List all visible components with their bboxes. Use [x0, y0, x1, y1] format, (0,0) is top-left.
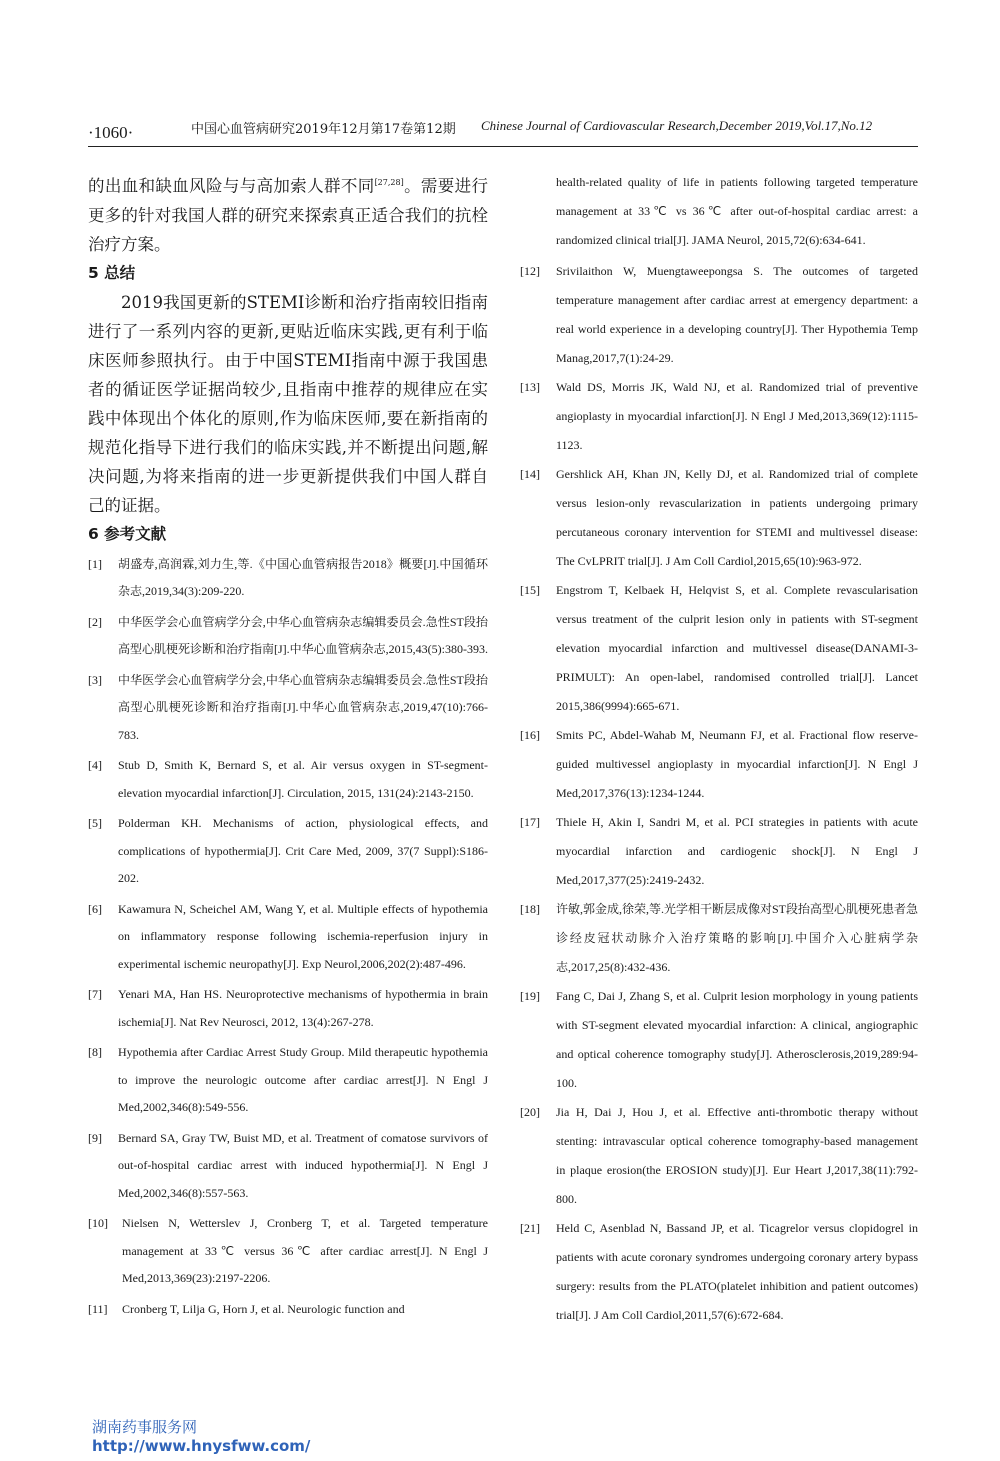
reference-number: [8]: [88, 1045, 102, 1059]
reference-number: [19]: [520, 989, 540, 1003]
reference-item: [520, 1098, 918, 1214]
reference-item: [520, 1214, 918, 1330]
reference-number: [3]: [88, 672, 102, 687]
reference-text: Cronberg T, Lilja G, Horn J, et al. Neurologic function and: [122, 1301, 405, 1316]
reference-item: [520, 460, 918, 576]
reference-item: [88, 752, 488, 807]
watermark-footer: [92, 1418, 310, 1456]
reference-text: Wald DS, Morris JK, Wald NJ, et al. Randomized trial of preventive angioplasty in myocardial infarction[J]. N Engl J Med,2013,369(12):1115-1123.: [556, 380, 918, 452]
reference-text: Bernard SA, Gray TW, Buist MD, et al. Treatment of comatose survivors of out-of-hospital cardiac arrest with induced hypothermia[J]. N Engl J Med,2002,346(8):557-563.: [118, 1130, 488, 1200]
reference-list-right: [520, 257, 918, 1330]
reference-text: 中华医学会心血管病学分会,中华心血管病杂志编辑委员会.急性ST段抬高型心肌梗死诊断和治疗指南[J].中华心血管病杂志,2015,43(5):380-393.: [118, 614, 488, 656]
reference-number: [5]: [88, 816, 102, 830]
reference-text: Srivilaithon W, Muengtaweepongsa S. The outcomes of targeted temperature management after cardiac arrest at emergency department: a real world experience in a developing country[J]. Ther Hypothemia Temp Manag,2017,7(1):24-29.: [556, 264, 918, 365]
reference-number: [1]: [88, 556, 102, 571]
reference-item: [88, 1210, 488, 1293]
reference-text: Jia H, Dai J, Hou J, et al. Effective anti-thrombotic therapy without stenting: intravascular optical coherence tomography-based management in plaque erosion(the EROSION study)[J]. Eur Heart J,2017,38(11):792-800.: [556, 1105, 918, 1206]
citation-superscript: [27,28]: [374, 178, 404, 187]
reference-text: Polderman KH. Mechanisms of action, physiological effects, and complications of hypothermia[J]. Crit Care Med, 2009, 37(7 Suppl):S186-202.: [118, 816, 488, 885]
reference-item: [88, 551, 488, 606]
journal-title-cn: 中国心血管病研究2019年12月第17卷第12期: [191, 122, 456, 137]
reference-item: [520, 808, 918, 895]
journal-title-en: Chinese Journal of Cardiovascular Research,December 2019,Vol.17,No.12: [481, 118, 873, 133]
reference-text: 许敏,郭金成,徐荣,等.光学相干断层成像对ST段抬高型心肌梗死患者急诊经皮冠状动脉介入治疗策略的影响[J].中国介入心脏病学杂志,2017,25(8):432-436.: [556, 902, 919, 974]
reference-number: [10]: [88, 1216, 108, 1230]
reference-text: Engstrom T, Kelbaek H, Helqvist S, et al. Complete revascularisation versus treatment of the culprit lesion only in patients with ST-segment elevation myocardial infarction and multivessel disease(DANAMI-3-PRIMULT): An open-label, randomised controlled trial[J]. Lancet 2015,386(9994):665-671.: [556, 583, 918, 713]
reference-text: Fang C, Dai J, Zhang S, et al. Culprit lesion morphology in young patients with ST-segment elevated myocardial infarction: A clinical, angiographic and optical coherence tomography study[J]. Atherosclerosis,2019,289:94-100.: [556, 989, 918, 1090]
reference-text: Yenari MA, Han HS. Neuroprotective mechanisms of hypothermia in brain ischemia[J]. Nat Rev Neurosci, 2012, 13(4):267-278.: [118, 987, 488, 1029]
reference-number: [11]: [88, 1301, 108, 1316]
reference-item: [520, 257, 918, 373]
reference-text: 胡盛寿,高润霖,刘力生,等.《中国心血管病报告2018》概要[J].中国循环杂志,2019,34(3):209-220.: [118, 556, 488, 598]
reference-number: [9]: [88, 1130, 102, 1145]
reference-number: [12]: [520, 264, 540, 278]
footer-site-name: 湖南药事服务网: [92, 1418, 198, 1436]
reference-item: [88, 1125, 488, 1208]
reference-text: Thiele H, Akin I, Sandri M, et al. PCI strategies in patients with acute myocardial infarction and cardiogenic shock[J]. N Engl J Med,2017,377(25):2419-2432.: [556, 815, 918, 887]
reference-text: Stub D, Smith K, Bernard S, et al. Air versus oxygen in ST-segment-elevation myocardial infarction[J]. Circulation, 2015, 131(24):2143-2150.: [118, 758, 488, 800]
reference-item: [88, 810, 488, 893]
reference-text: Smits PC, Abdel-Wahab M, Neumann FJ, et al. Fractional flow reserve-guided multivessel angioplasty in myocardial infarction[J]. N Engl J Med,2017,376(13):1234-1244.: [556, 728, 918, 800]
reference-text: Gershlick AH, Khan JN, Kelly DJ, et al. Randomized trial of complete versus lesion-only revascularization in patients undergoing primary percutaneous coronary intervention for STEMI and multivessel disease: The CvLPRIT trial[J]. J Am Coll Cardiol,2015,65(10):963-972.: [556, 467, 918, 568]
reference-continuation: health-related quality of life in patients following targeted temperature management at 33℃ vs 36℃ after out-of-hospital cardiac arrest: a randomized clinical trial[J]. JAMA Neurol, 2015,72(6):634-641.: [556, 175, 918, 247]
reference-text: Hypothemia after Cardiac Arrest Study Group. Mild therapeutic hypothemia to improve the neurologic outcome after cardiac arrest[J]. N Engl J Med,2002,346(8):549-556.: [118, 1045, 488, 1114]
reference-item: [88, 1296, 488, 1324]
reference-number: [6]: [88, 901, 102, 916]
reference-number: [13]: [520, 380, 540, 394]
reference-number: [16]: [520, 728, 540, 742]
running-header: [88, 116, 918, 147]
reference-item: [520, 576, 918, 721]
reference-item: [88, 896, 488, 979]
page-number: ·1060·: [88, 123, 134, 142]
reference-number: [7]: [88, 987, 102, 1001]
reference-item: [88, 667, 488, 750]
reference-item: [520, 721, 918, 808]
left-column: [88, 168, 488, 1326]
reference-item: [520, 373, 918, 460]
footer-url-link[interactable]: http://www.hnysfww.com/: [92, 1437, 311, 1455]
paragraph-summary: 2019我国更新的STEMI诊断和治疗指南较旧指南进行了一系列内容的更新,更贴近临床实践,更有利于临床医师参照执行。由于中国STEMI指南中源于我国患者的循证医学证据尚较少,且指南中推荐的规律应在实践中体现出个体化的原则,作为临床医师,要在新指南的规范化指导下进行我们的临床实践,并不断提出问题,解决问题,为将来指南的进一步更新提供我们中国人群自己的证据。: [88, 292, 488, 515]
reference-number: [15]: [520, 583, 540, 597]
reference-number: [18]: [520, 902, 540, 916]
reference-item: [520, 895, 918, 982]
reference-text: 中华医学会心血管病学分会,中华心血管病杂志编辑委员会.急性ST段抬高型心肌梗死诊断和治疗指南[J].中华心血管病杂志,2019,47(10):766-783.: [118, 672, 488, 742]
reference-number: [2]: [88, 614, 102, 629]
reference-number: [21]: [520, 1221, 540, 1235]
reference-text: Nielsen N, Wetterslev J, Cronberg T, et al. Targeted temperature management at 33℃ versus 36℃ after cardiac arrest[J]. N Engl J Med,2013,369(23):2197-2206.: [122, 1216, 488, 1285]
reference-item: [88, 609, 488, 664]
section-heading-references: 6 参考文献: [88, 524, 167, 543]
reference-number: [14]: [520, 467, 540, 481]
reference-number: [17]: [520, 815, 540, 829]
reference-text: Kawamura N, Scheichel AM, Wang Y, et al. Multiple effects of hypothemia on inflammatory response following ischemia-reperfusion injury in experimental ischemic neuropathy[J]. Exp Neurol,2006,202(2):487-496.: [118, 901, 488, 971]
reference-number: [4]: [88, 758, 102, 772]
right-column: [520, 168, 918, 1330]
reference-number: [20]: [520, 1105, 540, 1119]
reference-list-left: [88, 551, 488, 1324]
reference-item: [520, 982, 918, 1098]
section-heading-summary: 5 总结: [88, 263, 136, 282]
reference-item: [88, 981, 488, 1036]
paragraph-bleeding-risk: 的出血和缺血风险与与高加索人群不同[27,28]。需要进行更多的针对我国人群的研究来探索真正适合我们的抗栓治疗方案。: [88, 176, 489, 254]
reference-text: Held C, Asenblad N, Bassand JP, et al. Ticagrelor versus clopidogrel in patients with acute coronary syndromes undergoing coronary artery bypass surgery: results from the PLATO(platelet inhibition and patient outcomes) trial[J]. J Am Coll Cardiol,2011,57(6):672-684.: [556, 1221, 918, 1322]
reference-item: [88, 1039, 488, 1122]
